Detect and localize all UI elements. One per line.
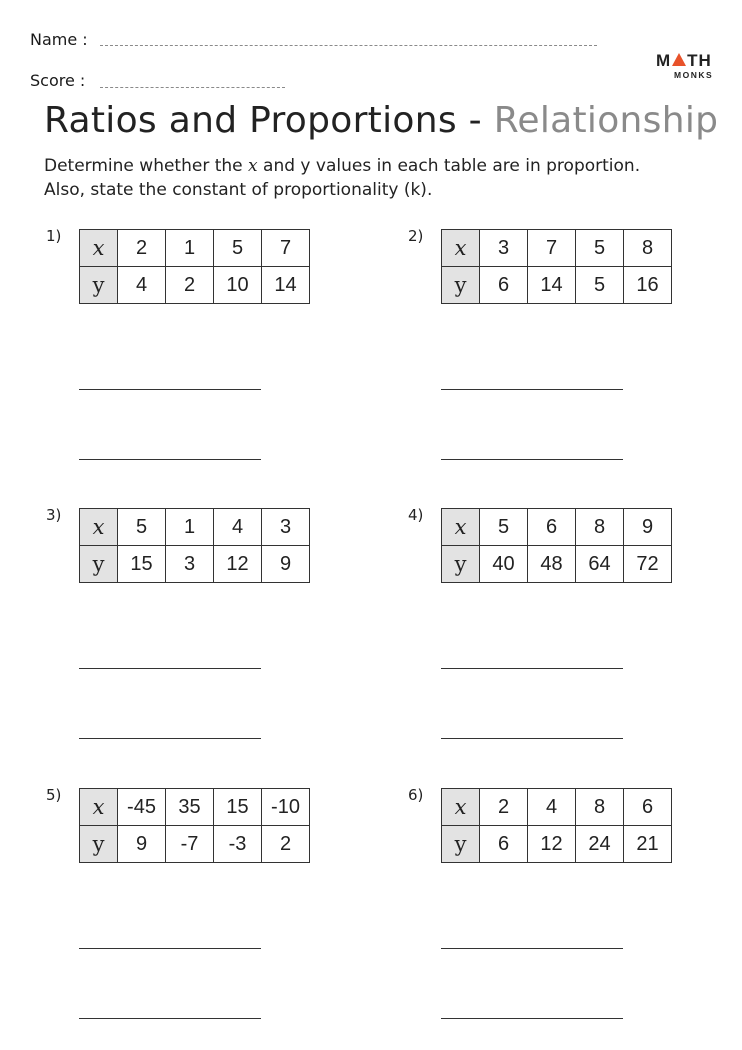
answer-line-constant[interactable] <box>79 459 261 460</box>
proportion-table <box>441 229 672 304</box>
answer-line-constant[interactable] <box>79 738 261 739</box>
x-value-cell: 4 <box>214 509 262 546</box>
instr-text-b: and y values in each table are in proportion. <box>257 156 641 176</box>
x-value-cell: 5 <box>214 230 262 267</box>
title-sub: Relationship <box>493 100 719 141</box>
y-value-cell: 12 <box>528 826 576 863</box>
table-row-x <box>80 789 310 826</box>
answer-line-proportion[interactable] <box>441 389 623 390</box>
y-value-cell: 72 <box>624 546 672 583</box>
problem-number: 3) <box>46 506 62 524</box>
page-title <box>44 100 718 141</box>
y-value-cell: 16 <box>624 267 672 304</box>
y-value-cell: 24 <box>576 826 624 863</box>
x-header-cell: x <box>442 789 480 826</box>
table-row-y <box>442 826 672 863</box>
answer-line-proportion[interactable] <box>441 668 623 669</box>
proportion-table <box>79 788 310 863</box>
name-field[interactable] <box>100 45 597 46</box>
math-monks-logo <box>656 51 712 71</box>
x-header-cell: x <box>442 509 480 546</box>
problem-number: 5) <box>46 786 62 804</box>
name-label: Name : <box>30 30 88 49</box>
table-row-x <box>80 230 310 267</box>
x-value-cell: 8 <box>624 230 672 267</box>
y-value-cell: 14 <box>528 267 576 304</box>
x-value-cell: 7 <box>528 230 576 267</box>
y-value-cell: 6 <box>480 826 528 863</box>
table-row-y <box>80 267 310 304</box>
answer-line-constant[interactable] <box>79 1018 261 1019</box>
logo-m: M <box>656 51 672 70</box>
problem-number: 1) <box>46 227 62 245</box>
answer-line-proportion[interactable] <box>441 948 623 949</box>
score-field[interactable] <box>100 87 285 88</box>
x-value-cell: 15 <box>214 789 262 826</box>
y-value-cell: 14 <box>262 267 310 304</box>
x-value-cell: 1 <box>166 509 214 546</box>
table-row-y <box>442 267 672 304</box>
x-value-cell: 2 <box>118 230 166 267</box>
y-header-cell: y <box>442 546 480 583</box>
x-value-cell: 6 <box>528 509 576 546</box>
y-header-cell: y <box>80 826 118 863</box>
x-value-cell: 2 <box>480 789 528 826</box>
table-row-y <box>80 826 310 863</box>
logo-subtitle: MONKS <box>674 70 714 80</box>
answer-line-proportion[interactable] <box>79 668 261 669</box>
instructions-line-1 <box>44 156 640 176</box>
y-value-cell: 9 <box>262 546 310 583</box>
logo-th: TH <box>687 51 712 70</box>
y-value-cell: -7 <box>166 826 214 863</box>
proportion-table <box>79 229 310 304</box>
x-value-cell: -45 <box>118 789 166 826</box>
y-value-cell: 21 <box>624 826 672 863</box>
answer-line-constant[interactable] <box>441 459 623 460</box>
table-row-y <box>442 546 672 583</box>
answer-line-proportion[interactable] <box>79 389 261 390</box>
answer-line-constant[interactable] <box>441 738 623 739</box>
y-header-cell: y <box>442 267 480 304</box>
x-header-cell: x <box>80 509 118 546</box>
y-value-cell: 4 <box>118 267 166 304</box>
x-value-cell: 5 <box>576 230 624 267</box>
x-value-cell: 35 <box>166 789 214 826</box>
y-header-cell: y <box>80 546 118 583</box>
y-value-cell: 5 <box>576 267 624 304</box>
answer-line-constant[interactable] <box>441 1018 623 1019</box>
table-row-y <box>80 546 310 583</box>
x-value-cell: 5 <box>480 509 528 546</box>
y-value-cell: 3 <box>166 546 214 583</box>
problem-number: 6) <box>408 786 424 804</box>
instructions-line-2: Also, state the constant of proportionality (k). <box>44 180 433 200</box>
table-row-x <box>80 509 310 546</box>
y-value-cell: 6 <box>480 267 528 304</box>
x-header-cell: x <box>80 789 118 826</box>
instr-x-var: x <box>248 156 258 176</box>
proportion-table <box>441 788 672 863</box>
x-value-cell: 8 <box>576 789 624 826</box>
y-value-cell: 15 <box>118 546 166 583</box>
proportion-table <box>441 508 672 583</box>
y-value-cell: 40 <box>480 546 528 583</box>
table-row-x <box>442 789 672 826</box>
y-value-cell: 9 <box>118 826 166 863</box>
y-value-cell: 64 <box>576 546 624 583</box>
y-value-cell: 12 <box>214 546 262 583</box>
instr-text-a: Determine whether the <box>44 156 249 176</box>
x-value-cell: 7 <box>262 230 310 267</box>
y-header-cell: y <box>80 267 118 304</box>
y-value-cell: -3 <box>214 826 262 863</box>
problem-number: 2) <box>408 227 424 245</box>
logo-triangle-icon <box>672 53 686 66</box>
x-value-cell: 3 <box>262 509 310 546</box>
x-value-cell: 9 <box>624 509 672 546</box>
y-value-cell: 10 <box>214 267 262 304</box>
answer-line-proportion[interactable] <box>79 948 261 949</box>
x-value-cell: 3 <box>480 230 528 267</box>
x-value-cell: 8 <box>576 509 624 546</box>
x-header-cell: x <box>80 230 118 267</box>
problem-number: 4) <box>408 506 424 524</box>
title-main: Ratios and Proportions - <box>44 100 494 141</box>
x-value-cell: -10 <box>262 789 310 826</box>
x-value-cell: 4 <box>528 789 576 826</box>
x-value-cell: 6 <box>624 789 672 826</box>
y-value-cell: 48 <box>528 546 576 583</box>
table-row-x <box>442 509 672 546</box>
x-value-cell: 1 <box>166 230 214 267</box>
proportion-table <box>79 508 310 583</box>
x-header-cell: x <box>442 230 480 267</box>
table-row-x <box>442 230 672 267</box>
y-header-cell: y <box>442 826 480 863</box>
y-value-cell: 2 <box>166 267 214 304</box>
x-value-cell: 5 <box>118 509 166 546</box>
score-label: Score : <box>30 71 86 90</box>
y-value-cell: 2 <box>262 826 310 863</box>
